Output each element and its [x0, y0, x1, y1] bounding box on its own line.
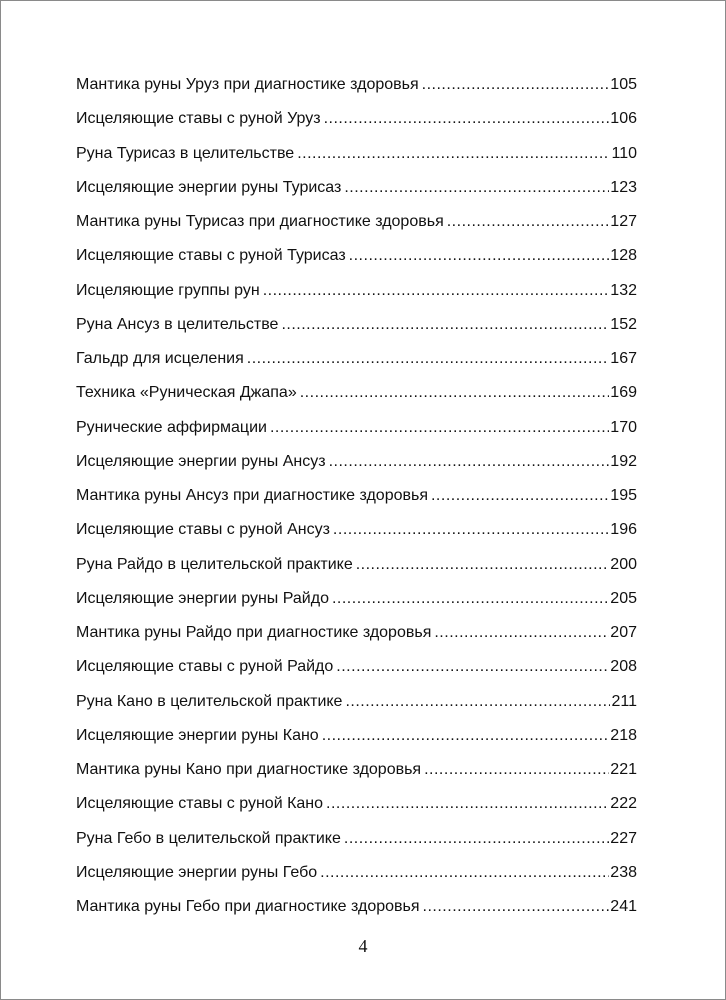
toc-dot-leader	[345, 693, 610, 711]
toc-entry-title: Руна Ансуз в целительстве	[76, 315, 279, 333]
toc-dot-leader	[356, 556, 610, 574]
toc-entry-title: Исцеляющие энергии руны Турисаз	[76, 178, 342, 196]
table-of-contents	[76, 76, 637, 932]
page-number: 4	[358, 936, 368, 956]
toc-entry-page-number: 196	[610, 521, 637, 539]
toc-entry	[76, 624, 637, 658]
toc-entry-title: Гальдр для исцеления	[76, 350, 244, 367]
toc-dot-leader	[322, 727, 610, 745]
toc-entry	[76, 521, 637, 555]
toc-entry	[76, 350, 637, 384]
toc-entry	[76, 761, 637, 795]
toc-entry	[76, 384, 637, 418]
toc-dot-leader	[332, 590, 609, 608]
toc-entry-page-number: 222	[610, 795, 637, 813]
toc-dot-leader	[263, 282, 610, 300]
toc-entry	[76, 830, 637, 864]
toc-dot-leader	[333, 521, 609, 539]
toc-entry	[76, 727, 637, 761]
toc-dot-leader	[431, 487, 609, 505]
toc-entry-page-number: 208	[610, 658, 637, 676]
toc-entry-title: Мантика руны Кано при диагностике здоровья	[76, 761, 422, 778]
toc-entry-page-number: 105	[610, 76, 637, 93]
toc-dot-leader	[424, 761, 609, 779]
toc-entry	[76, 145, 637, 179]
toc-entry-title: Руна Райдо в целительской практике	[76, 555, 353, 573]
toc-entry-page-number: 128	[610, 247, 637, 265]
toc-dot-leader	[300, 384, 610, 402]
toc-dot-leader	[423, 898, 610, 916]
toc-entry-title: Рунические аффирмации	[76, 418, 267, 436]
toc-entry-title: Исцеляющие ставы с руной Турисаз	[76, 247, 346, 265]
toc-entry-page-number: 218	[610, 726, 637, 744]
toc-entry-title: Техника «Руническая Джапа»	[76, 384, 297, 402]
toc-dot-leader	[329, 453, 610, 471]
toc-dot-leader	[336, 658, 609, 676]
toc-entry	[76, 487, 637, 521]
toc-entry-title: Мантика руны Уруз при диагностике здоровья	[76, 76, 419, 93]
toc-dot-leader	[344, 179, 609, 197]
toc-entry-page-number: 170	[610, 418, 637, 436]
toc-entry-page-number: 127	[610, 213, 637, 230]
toc-entry-title: Исцеляющие энергии руны Гебо	[76, 863, 318, 881]
toc-entry-title: Исцеляющие ставы с руной Райдо	[76, 658, 334, 676]
toc-entry-page-number: 123	[610, 178, 637, 196]
toc-entry-page-number: 221	[610, 761, 637, 778]
toc-dot-leader	[434, 624, 609, 642]
toc-dot-leader	[320, 864, 609, 882]
toc-entry	[76, 556, 637, 590]
toc-entry-page-number: 207	[610, 624, 637, 641]
toc-dot-leader	[270, 419, 609, 437]
toc-dot-leader	[324, 110, 610, 128]
toc-entry	[76, 658, 637, 692]
toc-entry	[76, 864, 637, 898]
toc-dot-leader	[281, 316, 609, 334]
toc-entry-page-number: 241	[610, 898, 637, 915]
toc-entry-title: Руна Кано в целительской практике	[76, 692, 343, 710]
toc-entry-title: Исцеляющие энергии руны Кано	[76, 726, 319, 744]
toc-entry-title: Исцеляющие энергии руны Ансуз	[76, 452, 326, 470]
toc-entry-page-number: 110	[611, 144, 637, 162]
toc-entry-page-number: 167	[610, 350, 637, 367]
toc-entry-title: Руна Гебо в целительской практике	[76, 829, 341, 847]
toc-entry	[76, 76, 637, 110]
toc-entry	[76, 795, 637, 829]
toc-entry	[76, 213, 637, 247]
toc-entry	[76, 590, 637, 624]
toc-entry	[76, 316, 637, 350]
toc-entry	[76, 247, 637, 281]
toc-dot-leader	[349, 247, 610, 265]
toc-entry-title: Руна Турисаз в целительстве	[76, 144, 295, 162]
toc-entry	[76, 179, 637, 213]
toc-entry-title: Исцеляющие ставы с руной Уруз	[76, 110, 321, 128]
toc-entry-title: Мантика руны Гебо при диагностике здоровья	[76, 898, 420, 915]
toc-entry-title: Мантика руны Турисаз при диагностике здоровья	[76, 213, 444, 230]
toc-entry-title: Мантика руны Ансуз при диагностике здоровья	[76, 487, 428, 504]
toc-entry	[76, 453, 637, 487]
toc-entry-title: Исцеляющие ставы с руной Кано	[76, 795, 324, 813]
toc-entry-page-number: 152	[610, 315, 637, 333]
toc-entry	[76, 110, 637, 144]
toc-entry-page-number: 211	[611, 692, 637, 710]
toc-dot-leader	[297, 145, 610, 163]
toc-entry	[76, 282, 637, 316]
toc-entry-page-number: 132	[610, 281, 637, 299]
toc-entry-page-number: 106	[610, 110, 637, 128]
toc-entry-page-number: 169	[610, 384, 637, 402]
toc-entry-page-number: 200	[610, 555, 637, 573]
toc-dot-leader	[344, 830, 609, 848]
toc-dot-leader	[247, 350, 610, 368]
toc-dot-leader	[447, 213, 610, 231]
toc-entry	[76, 898, 637, 932]
toc-entry-page-number: 227	[610, 829, 637, 847]
toc-entry	[76, 693, 637, 727]
toc-entry-page-number: 205	[610, 589, 637, 607]
toc-entry-title: Исцеляющие энергии руны Райдо	[76, 589, 329, 607]
toc-entry-title: Исцеляющие группы рун	[76, 281, 260, 299]
toc-dot-leader	[422, 76, 610, 94]
toc-dot-leader	[326, 795, 609, 813]
toc-entry-title: Мантика руны Райдо при диагностике здоровья	[76, 624, 432, 641]
toc-entry-title: Исцеляющие ставы с руной Ансуз	[76, 521, 330, 539]
toc-entry	[76, 419, 637, 453]
toc-entry-page-number: 195	[610, 487, 637, 504]
toc-entry-page-number: 192	[610, 452, 637, 470]
toc-entry-page-number: 238	[610, 863, 637, 881]
